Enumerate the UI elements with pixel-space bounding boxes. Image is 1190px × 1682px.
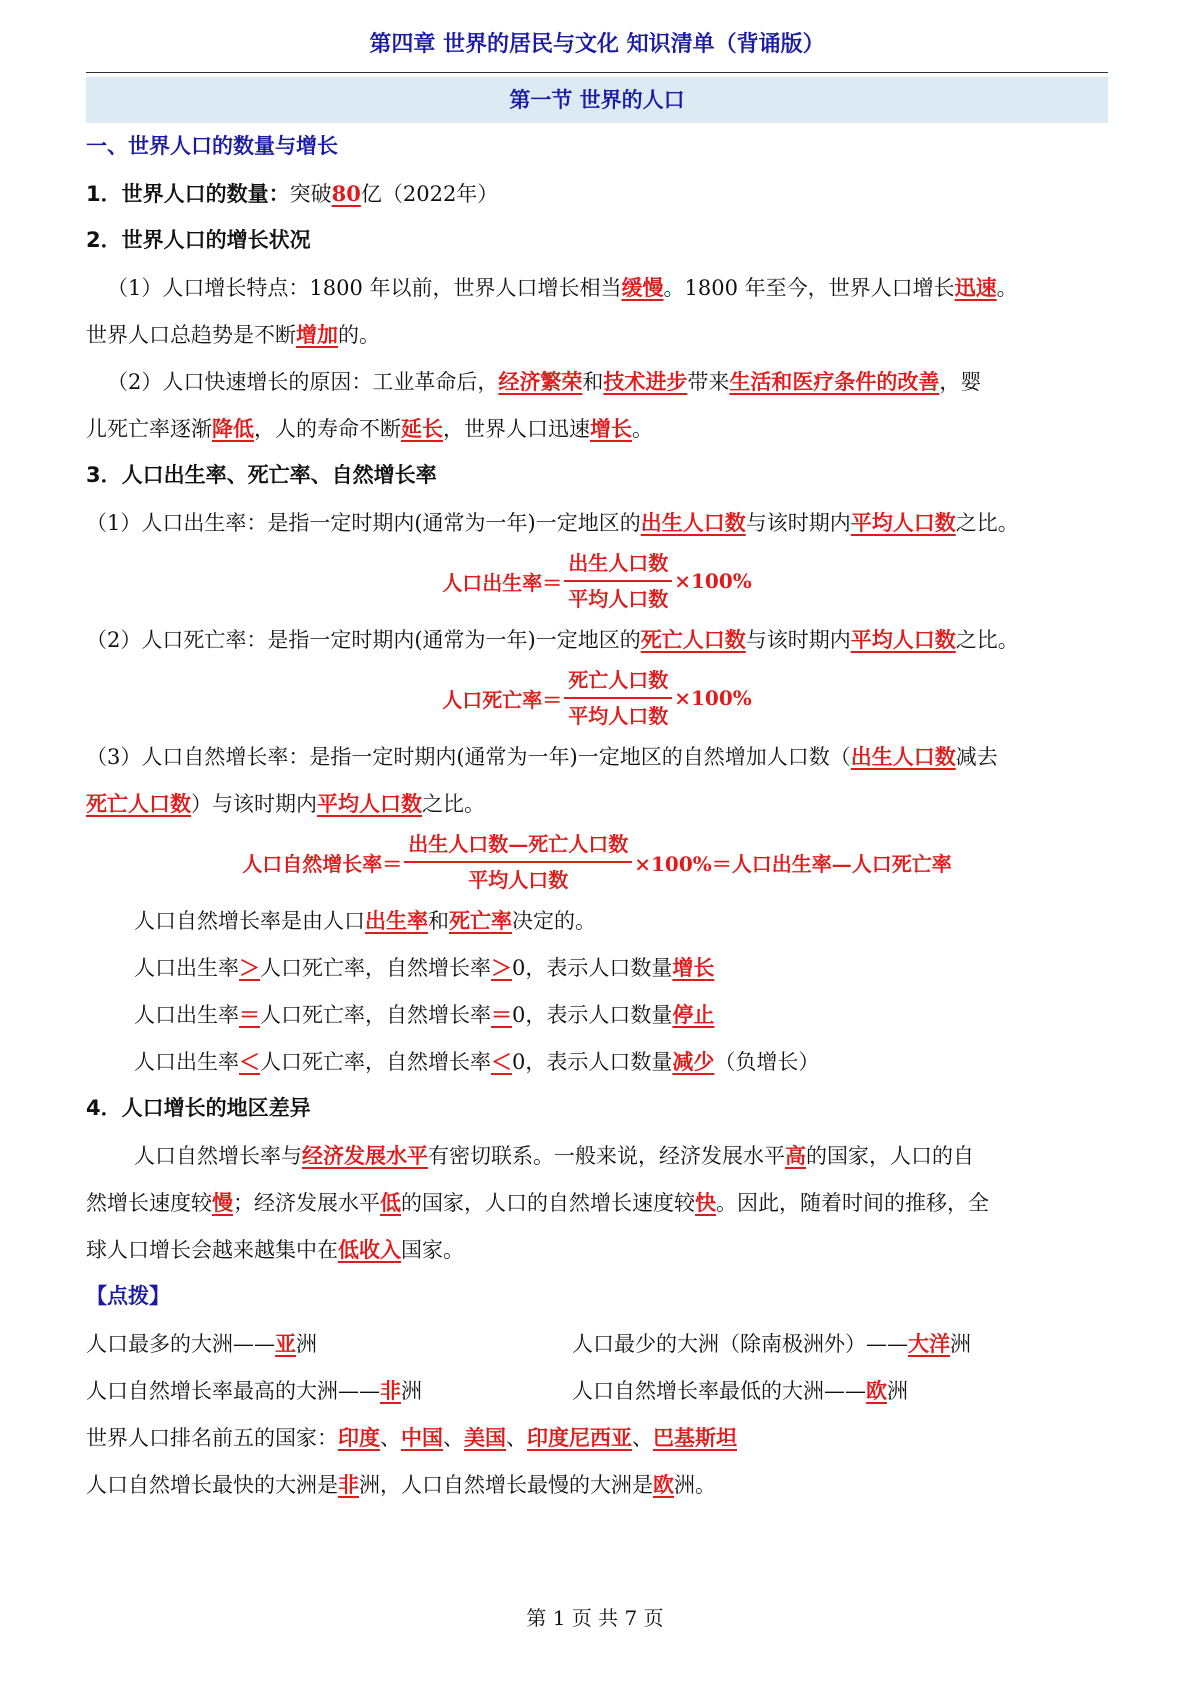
document-title: 第四章 世界的居民与文化 知识清单（背诵版） <box>369 32 825 57</box>
keyword: 巴基斯坦 <box>653 1425 737 1450</box>
text: 世界人口总趋势是不断 <box>86 323 296 347</box>
keyword: ＜ <box>491 1049 512 1074</box>
text: 之比。 <box>422 792 485 816</box>
text: 人口出生率 <box>134 1050 239 1074</box>
item-4-line-3 <box>86 1226 1108 1273</box>
text: 。因此，随着时间的推移，全 <box>716 1191 989 1215</box>
text: 决定的。 <box>512 909 596 933</box>
comparison-greater <box>86 944 1108 991</box>
keyword: 生活和医疗条件的改善 <box>729 369 940 394</box>
keyword: 死亡人口数 <box>86 791 191 816</box>
text: 、 <box>443 1426 464 1450</box>
keyword: 出生人口数 <box>850 744 956 769</box>
text: 然增长速度较 <box>86 1191 212 1215</box>
comparison-less <box>86 1038 1108 1085</box>
text: 人口最少的大洲（除南极洲外）—— <box>572 1332 908 1356</box>
formula-numerator: 出生人口数—死亡人口数 <box>404 829 632 863</box>
formula-numerator: 死亡人口数 <box>564 665 672 699</box>
tip-lowest-growth <box>572 1367 908 1414</box>
text: 的国家，人口的自然增长速度较 <box>401 1191 695 1215</box>
text: 、 <box>380 1426 401 1450</box>
text: （负增长） <box>714 1050 820 1074</box>
tip-least-populous <box>572 1320 971 1367</box>
text: 人口自然增长率最低的大洲—— <box>572 1379 866 1403</box>
keyword: 减少 <box>672 1049 715 1074</box>
natural-rate-formula <box>86 827 1108 897</box>
keyword: ＝ <box>239 1002 260 1027</box>
tips-row-2 <box>86 1367 1108 1414</box>
text: ，婴 <box>939 370 982 394</box>
text: 。 <box>632 417 653 441</box>
keyword: 增加 <box>296 322 338 347</box>
text: 和 <box>582 370 604 394</box>
natural-rate-definition-cont <box>86 780 1108 827</box>
text: 之比。 <box>955 628 1019 652</box>
item-2-paragraph-2 <box>86 358 1108 405</box>
section-title: 第一节 世界的人口 <box>86 77 1108 123</box>
item-4-line-1 <box>86 1132 1108 1179</box>
natural-rate-definition <box>86 733 1108 780</box>
text: 带来 <box>687 370 730 394</box>
text: 。 <box>996 276 1018 300</box>
formula-fraction <box>404 829 632 895</box>
keyword: 印度 <box>338 1425 380 1450</box>
formula-fraction <box>564 548 672 614</box>
keyword: 印度尼西亚 <box>527 1425 632 1450</box>
text: 。1800 年至今，世界人口增长 <box>663 276 955 300</box>
natural-rate-decided <box>86 897 1108 944</box>
keyword: 降低 <box>212 416 254 441</box>
text: 的。 <box>338 323 380 347</box>
tips-heading: 【点拨】 <box>86 1284 170 1308</box>
text: 、 <box>632 1426 653 1450</box>
formula-denominator: 平均人口数 <box>468 868 569 892</box>
text: 人口出生率 <box>134 956 239 980</box>
death-rate-definition <box>86 616 1108 663</box>
keyword: ＞ <box>491 955 512 980</box>
keyword: 迅速 <box>954 275 997 300</box>
death-rate-formula <box>86 663 1108 733</box>
tip-most-populous <box>86 1320 572 1367</box>
text: 人口自然增长最快的大洲是 <box>86 1473 338 1497</box>
title-divider <box>86 72 1108 73</box>
text: 洲 <box>401 1379 422 1403</box>
text: 与该时期内 <box>745 628 851 652</box>
text: ；经济发展水平 <box>233 1191 380 1215</box>
text: 的国家，人口的自 <box>806 1144 974 1168</box>
comparison-equal <box>86 991 1108 1038</box>
item-1-text: 亿（2022年） <box>360 182 499 206</box>
text: ，人的寿命不断 <box>254 417 401 441</box>
text: 洲 <box>950 1332 971 1356</box>
item-1-text: 突破 <box>289 182 332 206</box>
text: ）与该时期内 <box>191 792 317 816</box>
keyword: 高 <box>785 1143 806 1168</box>
keyword: 出生率 <box>365 908 428 933</box>
item-2-paragraph-2-cont <box>86 405 1108 452</box>
text: 儿死亡率逐渐 <box>86 417 212 441</box>
item-2-label: 2．世界人口的增长状况 <box>86 228 311 252</box>
formula-numerator: 出生人口数 <box>564 548 672 582</box>
text: 人口死亡率，自然增长率 <box>260 1050 491 1074</box>
formula-denominator: 平均人口数 <box>568 704 669 728</box>
keyword: 死亡率 <box>449 908 512 933</box>
formula-rhs: ×100%＝人口出生率—人口死亡率 <box>634 851 952 876</box>
text: 和 <box>428 909 449 933</box>
keyword: ＝ <box>491 1002 512 1027</box>
text: 人口自然增长率与 <box>134 1144 302 1168</box>
keyword: 延长 <box>401 416 443 441</box>
document-page <box>86 28 1108 1508</box>
text: 减去 <box>955 745 998 769</box>
keyword: 经济繁荣 <box>498 369 583 394</box>
text: 洲，人口自然增长最慢的大洲是 <box>359 1473 653 1497</box>
text: 人口自然增长率最高的大洲—— <box>86 1379 380 1403</box>
keyword: 低收入 <box>338 1237 401 1262</box>
item-1-label: 1．世界人口的数量： <box>86 182 290 206</box>
text: 与该时期内 <box>745 511 851 535</box>
keyword: 停止 <box>672 1002 715 1027</box>
keyword: 慢 <box>212 1190 233 1215</box>
keyword: 亚 <box>275 1331 296 1356</box>
keyword: 平均人口数 <box>850 510 956 535</box>
formula-denominator: 平均人口数 <box>568 587 669 611</box>
keyword: 快 <box>695 1190 716 1215</box>
text: 之比。 <box>955 511 1019 535</box>
item-2-paragraph-1 <box>86 264 1108 311</box>
item-3-label: 3．人口出生率、死亡率、自然增长率 <box>86 463 437 487</box>
text: （3）人口自然增长率：是指一定时期内(通常为一年)一定地区的自然增加人口数（ <box>86 745 851 769</box>
keyword: 美国 <box>464 1425 506 1450</box>
formula-lhs: 人口死亡率＝ <box>442 687 563 712</box>
keyword: 中国 <box>401 1425 443 1450</box>
formula-rhs: ×100% <box>674 686 752 710</box>
formula-lhs: 人口自然增长率＝ <box>242 851 403 876</box>
keyword: 大洋 <box>908 1331 950 1356</box>
text: 国家。 <box>401 1238 464 1262</box>
birth-rate-definition <box>86 499 1108 546</box>
keyword: 非 <box>380 1378 401 1403</box>
formula-fraction <box>564 665 672 731</box>
item-2-paragraph-1-cont <box>86 311 1108 358</box>
keyword: 出生人口数 <box>640 510 746 535</box>
keyword: 欧 <box>866 1378 887 1403</box>
text: ，世界人口迅速 <box>443 417 590 441</box>
keyword: 增长 <box>590 416 632 441</box>
keyword: 死亡人口数 <box>640 627 746 652</box>
keyword: 80 <box>331 181 361 206</box>
keyword: 非 <box>338 1472 359 1497</box>
text: 洲。 <box>674 1473 716 1497</box>
keyword: ＜ <box>239 1049 260 1074</box>
item-4-label: 4．人口增长的地区差异 <box>86 1096 311 1120</box>
text: 洲 <box>887 1379 908 1403</box>
tip-highest-growth <box>86 1367 572 1414</box>
text: 洲 <box>296 1332 317 1356</box>
keyword: 经济发展水平 <box>302 1143 428 1168</box>
keyword: ＞ <box>239 955 260 980</box>
tips-row-4 <box>86 1461 1108 1508</box>
text: 球人口增长会越来越集中在 <box>86 1238 338 1262</box>
tips-row-1 <box>86 1320 1108 1367</box>
keyword: 平均人口数 <box>850 627 956 652</box>
text: 人口最多的大洲—— <box>86 1332 275 1356</box>
item-1-line <box>86 170 1108 217</box>
text: 0，表示人口数量 <box>512 1050 673 1074</box>
text: （2）人口快速增长的原因：工业革命后， <box>107 370 499 394</box>
tips-row-3 <box>86 1414 1108 1461</box>
keyword: 增长 <box>672 955 715 980</box>
text: 人口死亡率，自然增长率 <box>260 956 491 980</box>
keyword: 技术进步 <box>603 369 688 394</box>
part-heading: 一、世界人口的数量与增长 <box>86 134 338 158</box>
formula-lhs: 人口出生率＝ <box>442 570 563 595</box>
keyword: 欧 <box>653 1472 674 1497</box>
text: 人口出生率 <box>134 1003 239 1027</box>
keyword: 平均人口数 <box>317 791 422 816</box>
page-number: 第 1 页 共 7 页 <box>526 1606 664 1630</box>
text: （1）人口增长特点：1800 年以前，世界人口增长相当 <box>107 276 622 300</box>
text: 人口自然增长率是由人口 <box>134 909 365 933</box>
keyword: 缓慢 <box>621 275 664 300</box>
text: 世界人口排名前五的国家： <box>86 1426 338 1450</box>
item-4-line-2 <box>86 1179 1108 1226</box>
text: 有密切联系。一般来说，经济发展水平 <box>428 1144 785 1168</box>
text: （2）人口死亡率：是指一定时期内(通常为一年)一定地区的 <box>86 628 641 652</box>
birth-rate-formula <box>86 546 1108 616</box>
text: 0，表示人口数量 <box>512 1003 673 1027</box>
text: （1）人口出生率：是指一定时期内(通常为一年)一定地区的 <box>86 511 641 535</box>
keyword: 低 <box>380 1190 401 1215</box>
text: 、 <box>506 1426 527 1450</box>
text: 人口死亡率，自然增长率 <box>260 1003 491 1027</box>
formula-rhs: ×100% <box>674 569 752 593</box>
text: 0，表示人口数量 <box>512 956 673 980</box>
